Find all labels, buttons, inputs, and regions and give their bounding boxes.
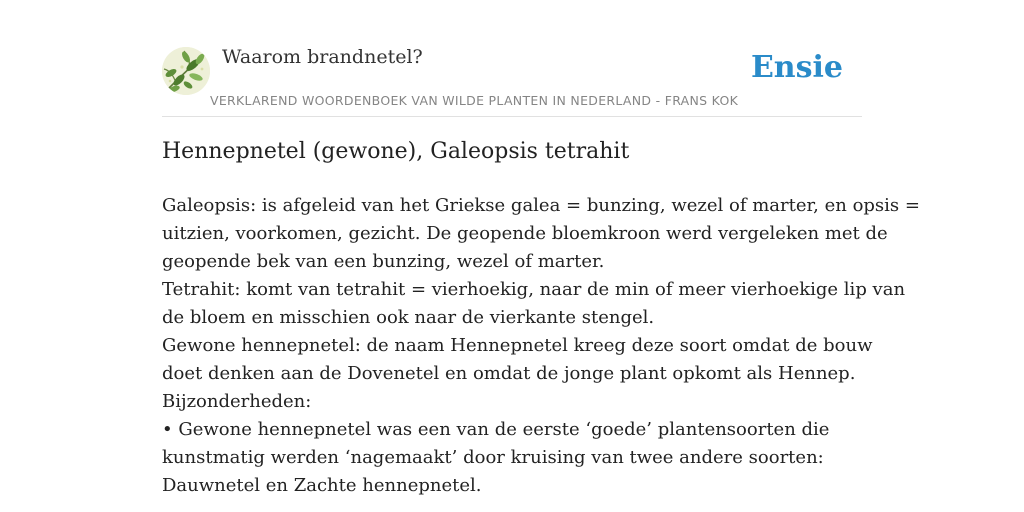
entry-body: [162, 192, 920, 500]
header: [162, 44, 862, 117]
body-line: geopende bek van een bunzing, wezel of marter.: [162, 251, 605, 272]
body-line: kunstmatig werden ‘nagemaakt’ door kruising van twee andere soorten:: [162, 447, 824, 468]
body-line: Tetrahit: komt van tetrahit = vierhoekig, naar de min of meer vierhoekige lip van: [162, 279, 906, 300]
body-line: uitzien, voorkomen, gezicht. De geopende bloemkroon werd vergeleken met de: [162, 223, 888, 244]
body-line: doet denken aan de Dovenetel en omdat de jonge plant opkomt als Hennep.: [162, 363, 856, 384]
page-title[interactable]: Waarom brandnetel?: [222, 46, 423, 68]
dictionary-source-subtitle[interactable]: VERKLAREND WOORDENBOEK VAN WILDE PLANTEN IN NEDERLAND - FRANS KOK: [210, 93, 739, 108]
nettle-plant-icon[interactable]: [162, 47, 210, 95]
body-line: Galeopsis: is afgeleid van het Griekse galea = bunzing, wezel of marter, en opsis =: [162, 195, 920, 216]
entry-heading: Hennepnetel (gewone), Galeopsis tetrahit: [162, 139, 630, 164]
bullet-line: • Gewone hennepnetel was een van de eerste ‘goede’ plantensoorten die: [162, 419, 830, 440]
ensie-logo[interactable]: Ensie: [750, 50, 843, 85]
body-line: Gewone hennepnetel: de naam Hennepnetel kreeg deze soort omdat de bouw: [162, 335, 873, 356]
body-line: de bloem en misschien ook naar de vierkante stengel.: [162, 307, 655, 328]
body-line: Dauwnetel en Zachte hennepnetel.: [162, 475, 482, 496]
body-line: Bijzonderheden:: [162, 391, 312, 412]
